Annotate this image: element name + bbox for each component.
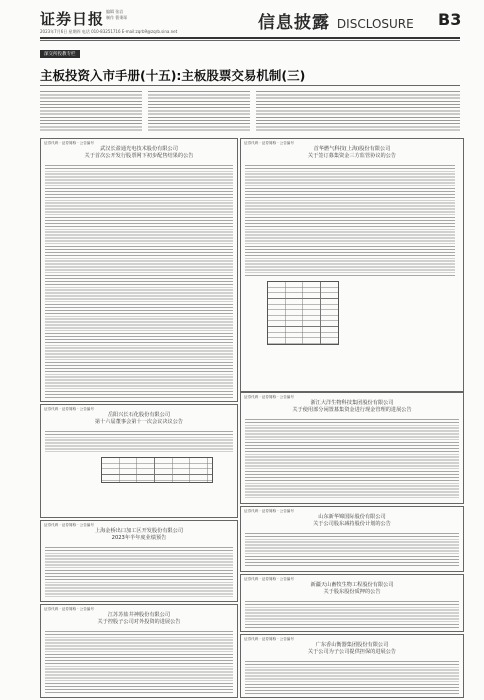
announcement-title: 新疆天山畜牧生物工程股份有限公司 [310, 582, 394, 588]
announcement-title: 上海金桥出口加工区开发股份有限公司 [94, 528, 184, 534]
announcement-body [45, 545, 233, 598]
announcement-header: 证券代码 · 证券简称 · 公告编号 [244, 509, 294, 513]
newspaper-logo: 证券日报 [40, 10, 105, 28]
announcement-body [245, 531, 459, 568]
announcement-box[interactable] [40, 604, 238, 698]
announcement-body [245, 417, 459, 500]
announcement-subtitle: 关于公司股东减持股份计划的公告 [313, 520, 391, 527]
announcement-header: 证券代码 · 证券简称 · 公告编号 [244, 577, 294, 581]
announcement-body [45, 629, 233, 694]
masthead-rule-thin [40, 40, 460, 41]
masthead [0, 0, 484, 46]
announcement-header: 证券代码 · 证券简称 · 公告编号 [44, 141, 94, 145]
producer-line: 制作 曹秉琛 [106, 15, 128, 20]
announcement-body [45, 163, 233, 398]
announcement-subtitle: 关于公司为子公司提供担保的进展公告 [307, 648, 397, 655]
article-column [148, 89, 250, 133]
article-column [40, 89, 142, 133]
column-tag: 深交所投教专栏 [40, 50, 80, 58]
announcement-subtitle: 关于签订募集资金三方监管协议的公告 [307, 152, 397, 159]
announcement-subtitle: 关于首次公开发行股票网下初步配售结果的公告 [84, 152, 194, 159]
announcement-header: 证券代码 · 证券简称 · 公告编号 [244, 395, 294, 399]
announcement-title: 江苏苏盐井神股份有限公司 [107, 612, 171, 618]
announcement-body [45, 429, 233, 453]
date-line: 2023年7月6日 星期四 电话 010-83251716 E-mail:zqrb9@zqrb.sina.net [40, 29, 178, 34]
masthead-rule [40, 37, 460, 39]
announcement-title: 广东香山衡器集团股份有限公司 [315, 642, 389, 648]
announcement-header: 证券代码 · 证券简称 · 公告编号 [244, 141, 294, 145]
announcement-subtitle: 第十六届董事会第十一次会议决议公告 [94, 418, 184, 425]
announcement-box[interactable] [40, 138, 238, 402]
announcement-body [245, 163, 455, 276]
announcement-box[interactable] [240, 574, 464, 632]
section-title-en: DISCLOSURE [336, 17, 414, 31]
page-number: B3 [438, 10, 462, 29]
announcement-header: 证券代码 · 证券简称 · 公告编号 [44, 607, 94, 611]
announcement-box[interactable] [40, 520, 238, 602]
editors [106, 9, 127, 21]
data-table [101, 457, 213, 483]
announcement-box[interactable] [240, 392, 464, 504]
article-headline[interactable]: 主板投资入市手册(十五):主板股票交易机制(三) [40, 68, 306, 83]
announcement-subtitle: 关于使用部分闲置募集资金进行现金管理的进展公告 [292, 406, 412, 413]
announcement-body [245, 659, 459, 694]
announcement-title: 武汉长盈通光电技术股份有限公司 [100, 146, 178, 152]
announcement-body [245, 599, 459, 628]
section-title-cn: 信息披露 [258, 13, 330, 33]
announcement-box[interactable] [240, 634, 464, 698]
announcement-box[interactable] [40, 404, 238, 518]
headline-rule [40, 85, 460, 86]
announcement-header: 证券代码 · 证券简称 · 公告编号 [244, 637, 294, 641]
announcement-title: 浙江大洋生物科技集团股份有限公司 [310, 400, 394, 406]
announcement-title: 山东新华锦国际股份有限公司 [318, 514, 386, 520]
editor-line: 编辑 张岩 [106, 9, 124, 14]
article-column [358, 89, 460, 133]
announcement-subtitle: 关于股东股份质押的公告 [323, 588, 381, 595]
announcement-header: 证券代码 · 证券简称 · 公告编号 [44, 407, 94, 411]
announcement-title: 岳阳兴长石化股份有限公司 [107, 412, 171, 418]
announcement-subtitle: 关于控股子公司对外投资的进展公告 [97, 618, 181, 625]
announcement-box[interactable] [240, 138, 464, 392]
announcement-subtitle: 2023年半年度业绩预告 [111, 534, 167, 541]
announcement-title: 首华燃气科技(上海)股份有限公司 [313, 146, 391, 152]
announcement-header: 证券代码 · 证券简称 · 公告编号 [44, 523, 94, 527]
article-column [256, 89, 358, 133]
announcement-box[interactable] [240, 506, 464, 572]
data-table [267, 281, 339, 345]
section-title [258, 8, 414, 33]
